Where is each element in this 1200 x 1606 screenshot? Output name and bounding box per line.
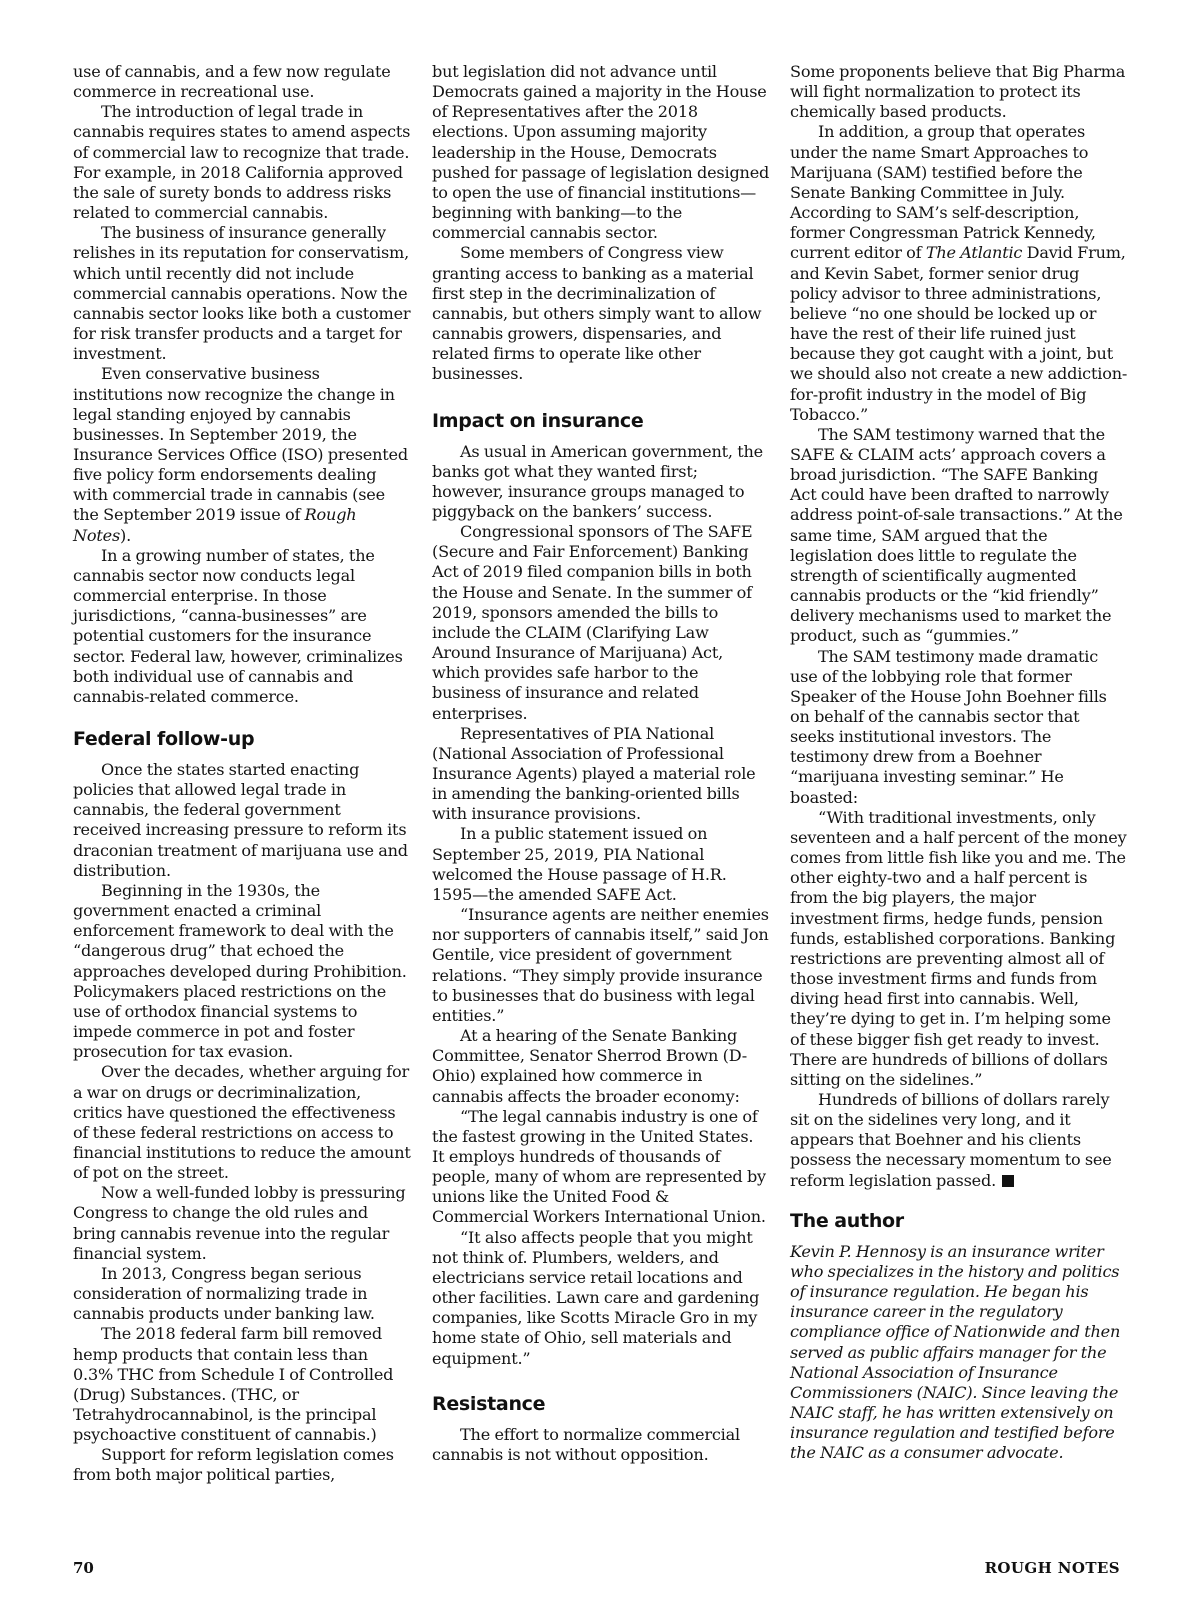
paragraph-text: Even conservative business institutions now recognize the change in legal standing enjoyed by cannabis businesses. In September 2019, the Insurance Services Office (ISO) presented five policy form endorsements dealing with commercial trade in cannabis (see the September 2019 issue of: [73, 364, 408, 525]
publication-name: ROUGH NOTES: [984, 1559, 1120, 1577]
section-heading-impact-on-insurance: Impact on insurance: [432, 409, 644, 432]
paragraph: Now a well-funded lobby is pressuring Congress to change the old rules and bring cannabis revenue into the regular financial system.: [73, 1183, 406, 1263]
paragraph: In a public statement issued on September 25, 2019, PIA National welcomed the House passage of H.R. 1595—the amended SAFE Act.: [432, 824, 727, 904]
paragraph-text: In addition, a group that operates under the name Smart Approaches to Marijuana (SAM) testified before the Senate Banking Committee in July. According to SAM’s self-description, former Congressman Patrick Kennedy, current editor of: [790, 122, 1096, 263]
paragraph: At a hearing of the Senate Banking Committee, Senator Sherrod Brown (D-Ohio) explained how commerce in cannabis affects the broader economy:: [432, 1026, 747, 1106]
section-heading-the-author: The author: [790, 1209, 904, 1232]
publication-title: The Atlantic: [925, 243, 1023, 263]
paragraph: Once the states started enacting policies that allowed legal trade in cannabis, the federal government received increasing pressure to reform its draconian treatment of marijuana use and distribution.: [73, 760, 408, 880]
page-number: 70: [73, 1559, 94, 1577]
paragraph: Representatives of PIA National (National Association of Professional Insurance Agents) played a material role in amending the banking-oriented bills with insurance provisions.: [432, 723, 756, 824]
paragraph: Beginning in the 1930s, the government enacted a criminal enforcement framework to deal with the “dangerous drug” that echoed the approaches developed during Prohibition. Policymakers placed restrictions on the use of orthodox financial systems to impede commerce in pot and foster prosecution for tax evasion.: [73, 880, 407, 1062]
paragraph: “Insurance agents are neither enemies nor supporters of cannabis itself,” said Jon Gentile, vice president of government relations. “They simply provide insurance to businesses that do business with legal entities.”: [432, 905, 769, 1025]
paragraph: [790, 122, 1128, 424]
paragraph: The 2018 federal farm bill removed hemp products that contain less than 0.3% THC from Schedule I of Controlled (Drug) Substances. (THC, or Tetrahydrocannabinol, is the principal psychoactive constituent of cannabis.): [73, 1324, 394, 1445]
column-left: [73, 62, 411, 1486]
paragraph: “With traditional investments, only seventeen and a half percent of the money comes from little fish like you and me. The other eighty-two and a half percent is from the big players, the major investment firms, hedge funds, pension funds, established corporations. Banking restrictions are preventing almost all of those investment firms and funds from diving head first into cannabis. Well, they’re dying to get in. I’m helping some of these bigger fish get ready to invest. There are hundreds of billions of dollars sitting on the sidelines.”: [790, 807, 1127, 1089]
section-heading-federal-follow-up: Federal follow-up: [73, 728, 255, 750]
paragraph-text: ).: [120, 525, 132, 545]
paragraph: Support for reform legislation comes from both major political parties,: [73, 1445, 394, 1485]
end-of-article-mark-icon: [1002, 1175, 1014, 1187]
paragraph: Congressional sponsors of The SAFE (Secure and Fair Enforcement) Banking Act of 2019 filed companion bills in both the House and Senate. In the summer of 2019, sponsors amended the bills to include the CLAIM (Clarifying Law Around Insurance of Marijuana) Act, which provides safe harbor to the business of insurance and related enterprises.: [432, 522, 753, 723]
author-bio: Kevin P. Hennosy is an insurance writer who specializes in the history and politics of insurance regulation. He began his insurance career in the regulatory compliance office of Nationwide and then served as public affairs manager for the National Association of Insurance Commissioners (NAIC). Since leaving the NAIC staff, he has written extensively on insurance regulation and testified before the NAIC as a consumer advocate.: [790, 1241, 1121, 1463]
paragraph-text: David Frum, and Kevin Sabet, former senior drug policy advisor to three administrations, believe “no one should be locked up or have the rest of their life ruined just because they got caught with a joint, but we should also not create a new addiction-for-profit industry in the model of Big Tobacco.”: [790, 243, 1128, 424]
publication-title: Rough Notes: [73, 505, 357, 545]
paragraph: but legislation did not advance until Democrats gained a majority in the House of Representatives after the 2018 elections. Upon assuming majority leadership in the House, Democrats pushed for passage of legislation designed to open the use of financial institutions—beginning with banking—to the commercial cannabis sector.: [432, 62, 770, 243]
paragraph: In 2013, Congress began serious consideration of normalizing trade in cannabis products under banking law.: [73, 1263, 375, 1324]
column-right: [790, 62, 1128, 1463]
paragraph: “The legal cannabis industry is one of the fastest growing in the United States. It employs hundreds of thousands of people, many of whom are represented by unions like the United Food & Commercial Workers International Union.: [432, 1106, 766, 1227]
paragraph: The effort to normalize commercial cannabis is not without opposition.: [432, 1424, 740, 1464]
paragraph: In a growing number of states, the cannabis sector now conducts legal commercial enterprise. In those jurisdictions, “canna-businesses” are potential customers for the insurance sector. Federal law, however, criminalizes both individual use of cannabis and cannabis-related commerce.: [73, 545, 403, 706]
paragraph: The SAM testimony warned that the SAFE & CLAIM acts’ approach covers a broad jurisdiction. “The SAFE Banking Act could have been drafted to narrowly address point-of-sale transactions.” At the same time, SAM argued that the legislation does little to regulate the strength of scientifically augmented cannabis products or the “kid friendly” delivery mechanisms used to market the product, such as “gummies.”: [790, 424, 1123, 646]
paragraph: [73, 364, 411, 545]
section-heading-resistance: Resistance: [432, 1392, 546, 1415]
paragraph: As usual in American government, the banks got what they wanted first; however, insurance groups managed to piggyback on the bankers’ success.: [432, 441, 763, 521]
paragraph: The SAM testimony made dramatic use of the lobbying role that former Speaker of the House John Boehner fills on behalf of the cannabis sector that seeks institutional investors. The testimony drew from a Boehner “marijuana investing seminar.” He boasted:: [790, 646, 1107, 807]
paragraph-text: Hundreds of billions of dollars rarely sit on the sidelines very long, and it appears that Boehner and his clients possess the necessary momentum to see reform legislation passed.: [790, 1089, 1112, 1190]
paragraph: The introduction of legal trade in cannabis requires states to amend aspects of commercial law to recognize that trade. For example, in 2018 California approved the sale of surety bonds to address risks related to commercial cannabis.: [73, 102, 411, 223]
paragraph: use of cannabis, and a few now regulate commerce in recreational use.: [73, 62, 391, 102]
paragraph: Some members of Congress view granting access to banking as a material first step in the decriminalization of cannabis, but others simply want to allow cannabis growers, dispensaries, and related firms to operate like other businesses.: [432, 243, 762, 384]
paragraph: “It also affects people that you might not think of. Plumbers, welders, and electricians service retail locations and other facilities. Lawn care and gardening companies, like Scotts Miracle Gro in my home state of Ohio, sell materials and equipment.”: [432, 1227, 760, 1368]
paragraph: Over the decades, whether arguing for a war on drugs or decriminalization, critics have questioned the effectiveness of these federal restrictions on access to financial institutions to reduce the amount of pot on the street.: [73, 1062, 411, 1183]
paragraph: [790, 1090, 1128, 1191]
paragraph: Some proponents believe that Big Pharma will fight normalization to protect its chemically based products.: [790, 62, 1126, 122]
column-middle: [432, 62, 770, 1465]
paragraph: The business of insurance generally relishes in its reputation for conservatism, which until recently did not include commercial cannabis operations. Now the cannabis sector looks like both a customer for risk transfer products and a target for investment.: [73, 223, 411, 364]
